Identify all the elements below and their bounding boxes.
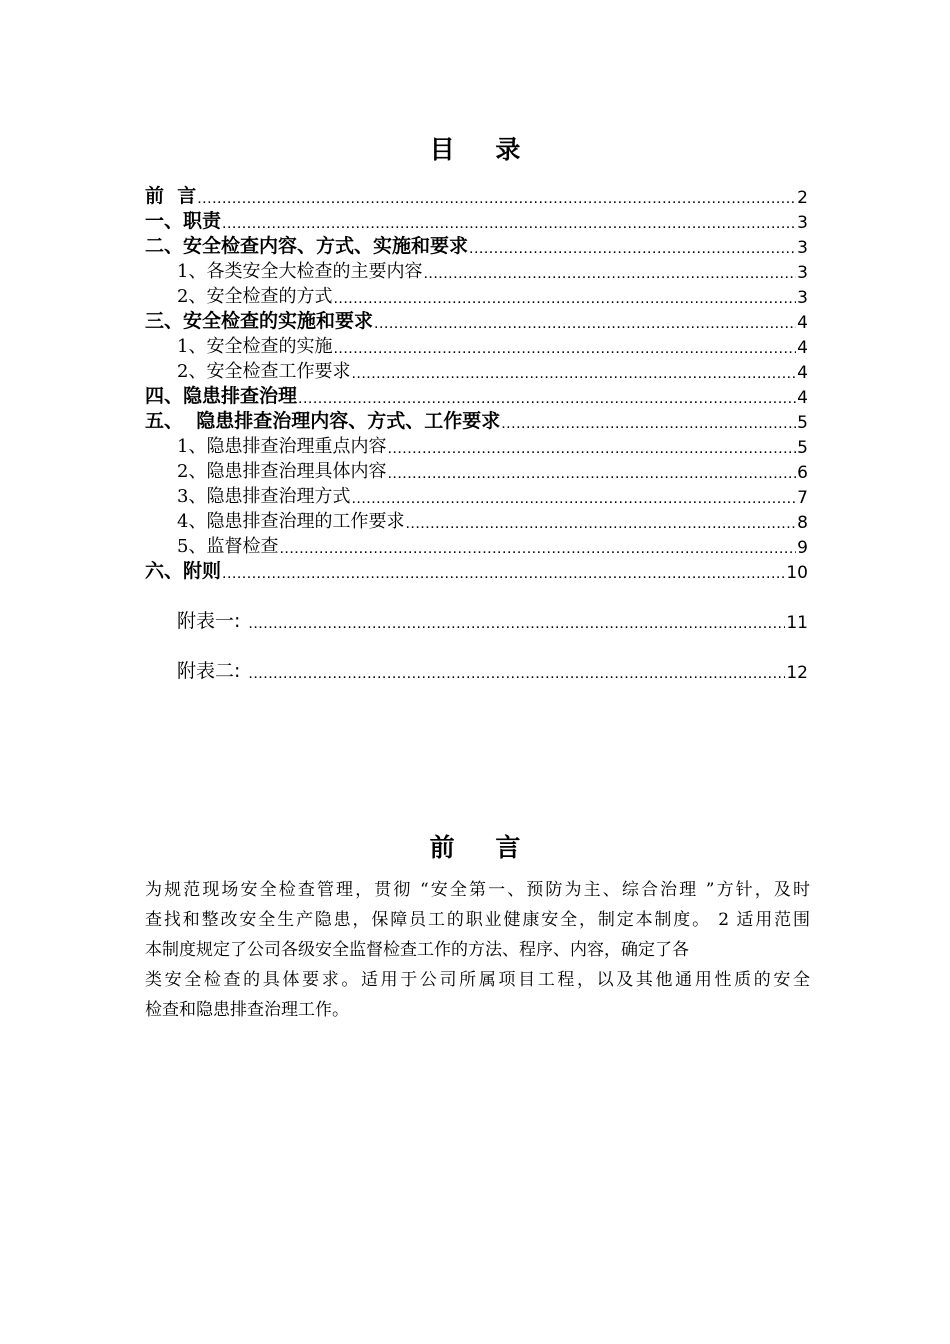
toc-leader <box>279 540 796 558</box>
toc-page-number: 3 <box>797 213 808 233</box>
toc-page-number: 11 <box>786 613 808 633</box>
toc-leader <box>248 615 785 633</box>
toc-entry-label: 附表一: <box>177 610 241 632</box>
toc-page-number: 6 <box>797 463 808 483</box>
toc-page-number: 12 <box>786 663 808 683</box>
toc-entry-label: 5、监督检查 <box>177 536 279 557</box>
toc-entry-label: 一、职责 <box>145 210 222 232</box>
toc-leader <box>423 265 796 283</box>
toc-entry-label: 1、隐患排查治理重点内容 <box>177 436 387 457</box>
toc-page-number: 3 <box>797 288 808 308</box>
toc-subentry[interactable] <box>145 358 808 383</box>
toc-page-number: 4 <box>797 363 808 383</box>
toc-page-number: 4 <box>797 388 808 408</box>
toc-entry-label: 2、隐患排查治理具体内容 <box>177 461 387 482</box>
toc-page-number: 9 <box>797 538 808 558</box>
toc-entry-label: 2、安全检查的方式 <box>177 286 333 307</box>
toc-subentry[interactable] <box>145 508 808 533</box>
toc-entry-label: 前 言 <box>145 185 197 207</box>
toc-entry-label: 3、隐患排查治理方式 <box>177 486 351 507</box>
toc-page-number: 5 <box>797 413 808 433</box>
toc-entry-label: 四、隐患排查治理 <box>145 385 298 407</box>
toc-subentry[interactable] <box>145 533 808 558</box>
toc-leader <box>387 440 796 458</box>
toc-page-number: 4 <box>797 338 808 358</box>
preface-line: 查找和整改安全生产隐患，保障员工的职业健康安全，制定本制度。 2 适用范围 <box>145 910 810 930</box>
toc-subentry[interactable] <box>145 483 808 508</box>
toc-leader <box>501 415 796 433</box>
toc-page-number: 2 <box>797 188 808 208</box>
toc-entry-label: 五、 隐患排查治理内容、方式、工作要求 <box>145 410 501 432</box>
toc-title: 目 录 <box>429 135 537 164</box>
toc-leader <box>405 515 796 533</box>
toc-entry[interactable] <box>145 308 808 333</box>
toc-entry[interactable] <box>145 408 808 433</box>
toc-entry-label: 2、安全检查工作要求 <box>177 361 351 382</box>
toc-entry[interactable] <box>145 208 808 233</box>
toc-leader <box>333 290 796 308</box>
preface-body <box>145 875 810 1025</box>
toc-entry[interactable] <box>145 183 808 208</box>
toc-leader <box>248 665 785 683</box>
toc-page-number: 7 <box>797 488 808 508</box>
toc-leader <box>374 315 796 333</box>
toc-leader <box>197 190 796 208</box>
toc-entry-label: 二、安全检查内容、方式、实施和要求 <box>145 235 469 257</box>
toc-leader <box>387 465 796 483</box>
toc-page-number: 10 <box>786 563 808 583</box>
toc-page-number: 3 <box>797 238 808 258</box>
toc-leader <box>351 365 796 383</box>
toc-subentry[interactable] <box>145 333 808 358</box>
preface-line: 检查和隐患排查治理工作。 <box>145 1000 349 1020</box>
preface-line: 为规范现场安全检查管理，贯彻 “安全第一、预防为主、综合治理 ”方针，及时 <box>145 880 810 900</box>
preface-title: 前 言 <box>429 833 537 862</box>
toc-entry[interactable] <box>145 233 808 258</box>
toc-page-number: 8 <box>797 513 808 533</box>
toc-subentry[interactable] <box>145 283 808 308</box>
toc-page-number: 4 <box>797 313 808 333</box>
toc-entry-label: 三、安全检查的实施和要求 <box>145 310 374 332</box>
toc-page-number: 3 <box>797 263 808 283</box>
toc-page-number: 5 <box>797 438 808 458</box>
toc-appendix-entry[interactable] <box>145 633 808 683</box>
toc-subentry[interactable] <box>145 258 808 283</box>
toc-entry-label: 4、隐患排查治理的工作要求 <box>177 511 405 532</box>
toc-entry-label: 六、附则 <box>145 560 222 582</box>
toc-entry[interactable] <box>145 383 808 408</box>
toc-entry[interactable] <box>145 558 808 583</box>
toc-entry-label: 1、安全检查的实施 <box>177 336 333 357</box>
toc-leader <box>469 240 796 258</box>
toc-appendix-entry[interactable] <box>145 583 808 633</box>
table-of-contents <box>145 183 808 683</box>
toc-entry-label: 1、各类安全大检查的主要内容 <box>177 261 423 282</box>
preface-line: 类安全检查的具体要求。适用于公司所属项目工程，以及其他通用性质的安全 <box>145 970 810 990</box>
preface-line: 本制度规定了公司各级安全监督检查工作的方法、程序、内容，确定了各 <box>145 940 689 960</box>
toc-leader <box>333 340 796 358</box>
toc-subentry[interactable] <box>145 458 808 483</box>
toc-leader <box>351 490 796 508</box>
toc-leader <box>222 565 785 583</box>
toc-subentry[interactable] <box>145 433 808 458</box>
toc-entry-label: 附表二: <box>177 660 241 682</box>
